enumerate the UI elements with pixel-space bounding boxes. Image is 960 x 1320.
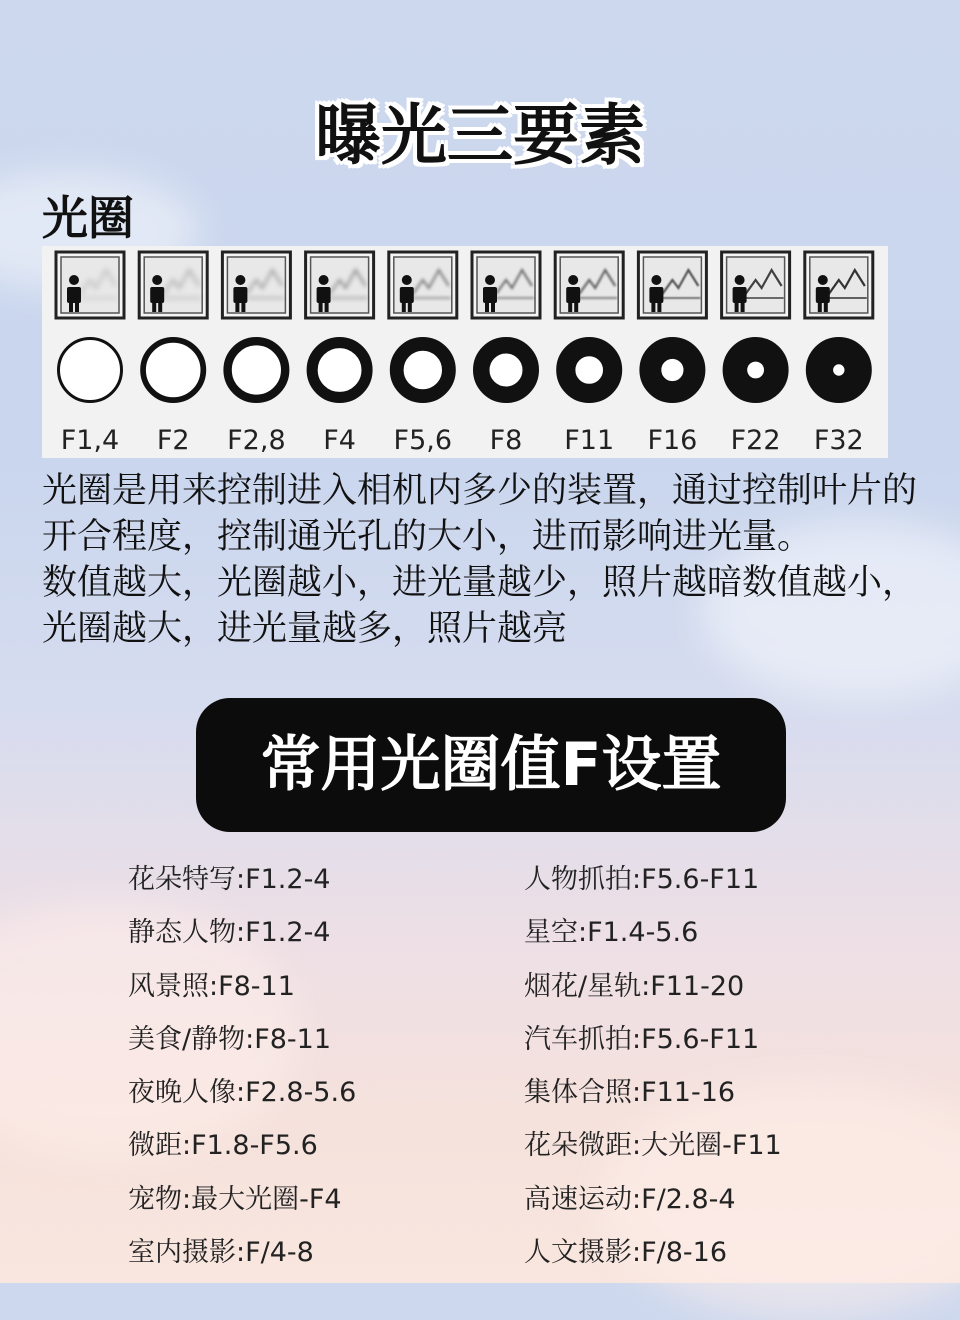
setting-item: 汽车抓拍:F5.6-F11 — [524, 1023, 760, 1055]
person-icon — [735, 275, 745, 285]
description-paragraph-2: 数值越大，光圈越小，进光量越少，照片越暗数值越小，光圈越大，进光量越多，照片越亮 — [42, 563, 918, 649]
aperture-ring-icon — [481, 345, 531, 395]
setting-item: 人文摄影:F/8-16 — [524, 1237, 728, 1269]
common-aperture-banner: 常用光圈值F设置 — [196, 698, 786, 832]
aperture-ring-icon — [566, 347, 613, 394]
person-leg — [657, 302, 661, 312]
setting-item: 高速运动:F/2.8-4 — [524, 1183, 736, 1215]
setting-item: 烟花/星轨:F11-20 — [524, 970, 745, 1002]
setting-item: 宠物:最大光圈-F4 — [128, 1183, 342, 1215]
page-title: 曝光三要素 — [315, 97, 645, 174]
person-icon — [235, 275, 245, 285]
person-body — [150, 287, 164, 303]
person-body — [67, 287, 81, 303]
person-leg — [235, 302, 239, 312]
f-stop-label: F22 — [730, 425, 781, 456]
aperture-chart-graphic — [42, 246, 888, 458]
aperture-ring-icon — [59, 339, 122, 402]
person-leg — [735, 302, 739, 312]
aperture-settings-list — [128, 858, 888, 1284]
f-stop-label: F2 — [156, 425, 190, 456]
person-icon — [651, 275, 661, 285]
person-body — [400, 287, 414, 303]
aperture-ring-icon — [143, 340, 203, 400]
f-stop-label: F4 — [323, 425, 356, 456]
aperture-ring-icon — [650, 348, 694, 392]
aperture-chart — [42, 246, 888, 458]
setting-item: 星空:F1.4-5.6 — [524, 917, 699, 949]
person-icon — [818, 275, 828, 285]
setting-item: 集体合照:F11-16 — [524, 1077, 736, 1109]
person-leg — [651, 302, 655, 312]
person-icon — [568, 275, 578, 285]
description-paragraph-1: 光圈是用来控制进入相机内多少的装置，通过控制叶片的开合程度，控制通光孔的大小，进而影响进光量。 — [42, 471, 918, 557]
person-icon — [69, 275, 79, 285]
aperture-ring-icon — [819, 351, 858, 390]
setting-item: 风景照:F8-11 — [128, 970, 295, 1002]
person-body — [733, 287, 747, 303]
setting-item: 花朵微距:大光圈-F11 — [524, 1130, 782, 1162]
setting-item: 室内摄影:F/4-8 — [128, 1237, 314, 1269]
person-leg — [818, 302, 822, 312]
person-leg — [75, 302, 79, 312]
aperture-ring-icon — [312, 343, 367, 398]
setting-item: 微距:F1.8-F5.6 — [128, 1130, 318, 1162]
person-leg — [485, 302, 489, 312]
aperture-description — [42, 468, 922, 652]
person-leg — [824, 302, 828, 312]
f-stop-label: F5,6 — [393, 425, 453, 456]
person-leg — [241, 302, 245, 312]
person-leg — [152, 302, 156, 312]
person-body — [317, 287, 331, 303]
aperture-ring-icon — [228, 341, 286, 399]
aperture-ring-icon — [735, 349, 776, 390]
section-heading: 光圈 — [42, 191, 134, 245]
setting-item: 静态人物:F1.2-4 — [128, 917, 331, 949]
setting-item: 花朵特写:F1.2-4 — [128, 864, 331, 895]
person-body — [816, 287, 830, 303]
person-icon — [402, 275, 412, 285]
f-stop-label: F11 — [564, 425, 615, 456]
person-icon — [485, 275, 495, 285]
person-leg — [568, 302, 572, 312]
setting-item: 夜晚人像:F2.8-5.6 — [128, 1077, 357, 1109]
f-stop-label: F2,8 — [227, 425, 286, 456]
person-icon — [152, 275, 162, 285]
person-leg — [319, 302, 323, 312]
f-stop-label: F32 — [813, 425, 864, 456]
setting-item: 美食/静物:F8-11 — [128, 1023, 332, 1055]
person-leg — [325, 302, 329, 312]
person-body — [649, 287, 663, 303]
person-body — [483, 287, 497, 303]
person-icon — [319, 275, 329, 285]
setting-item: 人物抓拍:F5.6-F11 — [524, 864, 760, 895]
f-stop-label: F8 — [489, 425, 523, 456]
person-leg — [158, 302, 162, 312]
person-leg — [402, 302, 406, 312]
person-leg — [491, 302, 495, 312]
person-body — [233, 287, 247, 303]
person-leg — [741, 302, 745, 312]
person-leg — [574, 302, 578, 312]
person-leg — [408, 302, 412, 312]
f-stop-label: F16 — [647, 425, 698, 456]
person-body — [566, 287, 580, 303]
person-leg — [69, 302, 73, 312]
f-stop-label: F1,4 — [60, 425, 120, 456]
aperture-ring-icon — [397, 344, 449, 396]
